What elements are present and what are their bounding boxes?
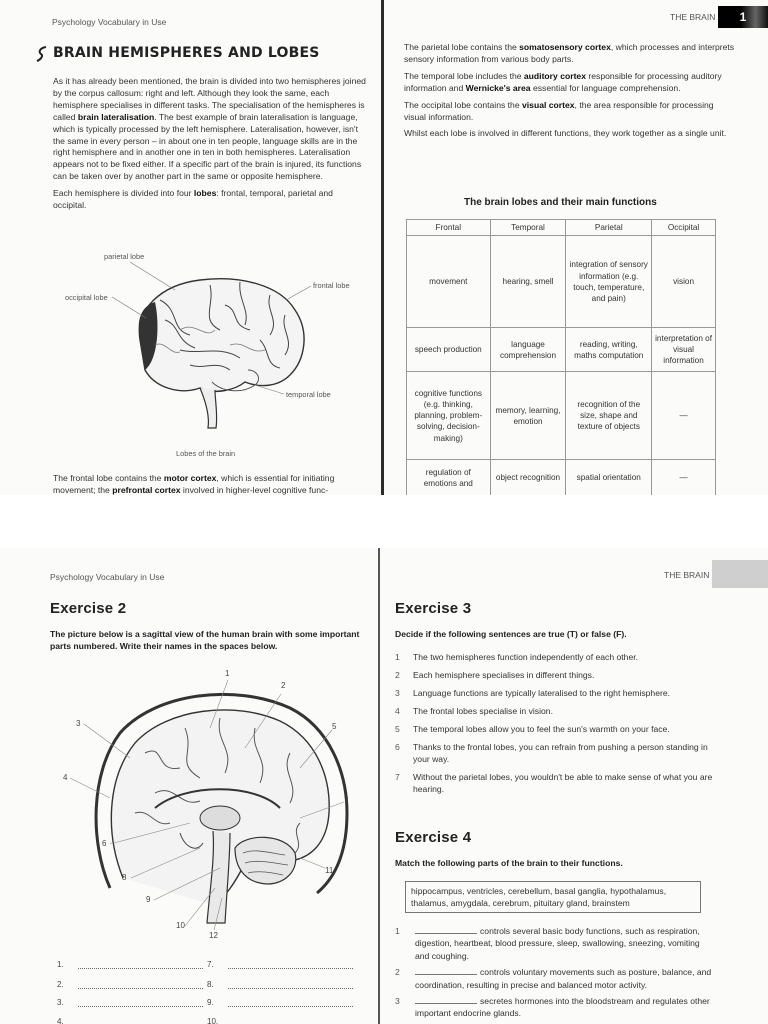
answer-field-1[interactable] — [57, 960, 203, 969]
list-item — [395, 705, 715, 717]
table-cell: cognitive functions (e.g. thinking, planning, problem-solving, decision-making) — [407, 372, 491, 460]
exercise-4-title: Exercise 4 — [395, 829, 472, 846]
bold-term: prefrontal cortex — [112, 484, 181, 495]
page-the-brain — [384, 0, 768, 495]
answer-field-10[interactable] — [207, 1017, 357, 1024]
frontal-lobe-text — [53, 473, 366, 495]
list-item — [395, 741, 715, 765]
list-item — [395, 687, 715, 699]
table-cell: integration of sensory information (e.g. touch, temperature, and pain) — [566, 236, 652, 328]
answer-number: 2. — [57, 980, 64, 989]
answer-field-4[interactable] — [57, 1017, 203, 1024]
list-item — [395, 723, 715, 735]
list-item — [395, 771, 715, 795]
page-header: Psychology Vocabulary in Use — [52, 17, 167, 27]
list-item — [395, 651, 715, 663]
answer-field-3[interactable] — [57, 998, 203, 1007]
answer-number: 4. — [57, 1017, 64, 1024]
diagram-number: 6 — [102, 839, 107, 848]
exercise-2-instruction: The picture below is a sagittal view of the human brain with some important parts numbered. Write their names in the spaces below. — [50, 629, 360, 651]
item-number: 4 — [395, 706, 400, 716]
header-frontal: Frontal — [407, 220, 491, 236]
item-text: Language functions are typically lateralised to the right hemisphere. — [413, 688, 671, 698]
answer-field-2[interactable] — [57, 980, 203, 989]
item-number: 1 — [395, 926, 400, 936]
bold-term: lobes — [193, 188, 217, 199]
diagram-number: 12 — [209, 931, 218, 940]
diagram-number: 9 — [146, 895, 151, 904]
table-cell: hearing, smell — [490, 236, 566, 328]
list-item — [395, 925, 715, 962]
item-text: Without the parietal lobes, you wouldn't be able to make sense of what you are hearing. — [413, 772, 713, 794]
item-text: Thanks to the frontal lobes, you can refrain from pushing a person standing in your way. — [413, 742, 708, 764]
item-text: The two hemispheres function independently of each other. — [413, 652, 639, 662]
chapter-tab: 1 — [718, 6, 768, 28]
bold-term: somatosensory cortex — [519, 42, 611, 52]
exercise-4-list — [395, 925, 715, 1024]
lobes-table — [406, 219, 716, 495]
bold-term: auditory cortex — [523, 70, 586, 81]
page-exercise-2 — [0, 548, 378, 1024]
table-header-row — [407, 220, 716, 236]
answer-blank[interactable] — [415, 974, 477, 975]
item-number: 3 — [395, 688, 400, 698]
diagram-number: 4 — [63, 773, 68, 782]
label-frontal-lobe: frontal lobe — [313, 281, 350, 290]
answer-blank[interactable] — [415, 1003, 477, 1004]
occipital-paragraph: The occipital lobe contains the visual cortex, the area responsible for processing visual information. — [404, 99, 714, 122]
diagram-number: 10 — [176, 921, 185, 930]
word-box: hippocampus, ventricles, cerebellum, basal ganglia, hypothalamus, thalamus, amygdala, cerebrum, pituitary gland, brainstem — [405, 881, 701, 913]
header-parietal: Parietal — [566, 220, 652, 236]
table-cell: vision — [652, 236, 716, 328]
table-cell: language comprehension — [490, 328, 566, 372]
label-temporal-lobe: temporal lobe — [286, 390, 331, 399]
page-header: Psychology Vocabulary in Use — [50, 572, 165, 582]
top-spread — [0, 0, 768, 495]
item-text: controls voluntary movements such as posture, balance, and coordination, resulting in precise and balanced motor activity. — [415, 967, 712, 990]
answer-field-8[interactable] — [207, 980, 353, 989]
exercise-4-instruction: Match the following parts of the brain to their functions. — [395, 858, 623, 868]
answer-number: 7. — [207, 960, 214, 969]
diagram-number: 8 — [122, 873, 127, 882]
table-cell: reading, writing, maths computation — [566, 328, 652, 372]
bottom-spread — [0, 548, 768, 1024]
exercise-2-leader-lines — [0, 548, 378, 1024]
table-cell: — — [652, 460, 716, 495]
exercise-3-instruction: Decide if the following sentences are true (T) or false (F). — [395, 629, 627, 639]
table-cell: object recognition — [490, 460, 566, 495]
exercise-2-title: Exercise 2 — [50, 600, 127, 617]
table-row — [407, 372, 716, 460]
item-text: The frontal lobes specialise in vision. — [413, 706, 553, 716]
lateralisation-paragraph: As it has already been mentioned, the brain is divided into two hemispheres joined by the corpus callosum: right and left. Although they look the same, each hemisphere specialises in different tasks. The specialisation of the hemispheres is called brain lateralisation. The best example of brain lateralisation is language, which is typically processed by the left hemisphere. Lateralisation, however, isn't the same in every person – in about one in ten people, language skills are in the right hemisphere and in another one in ten in both hemispheres. Lateralisation appears not to be fixed either. If a specific part of the brain is injured, its functions can be taken over by another part in the same or opposite hemisphere. — [53, 76, 366, 182]
temporal-paragraph: The temporal lobe includes the auditory cortex responsible for processing auditory information and Wernicke's area essential for language comprehension. — [404, 70, 722, 93]
exercise-3-title: Exercise 3 — [395, 600, 472, 617]
item-text: Each hemisphere specialises in different things. — [413, 670, 595, 680]
diagram-number: 5 — [332, 722, 337, 731]
figure-caption: Lobes of the brain — [176, 449, 236, 458]
list-item — [395, 995, 715, 1020]
answer-blank[interactable] — [415, 933, 477, 934]
lobes-paragraph: Each hemisphere is divided into four lobes: frontal, temporal, parietal and occipital. — [53, 188, 333, 211]
diagram-number: 11 — [325, 866, 334, 875]
label-parietal-lobe: parietal lobe — [104, 252, 145, 261]
table-cell: speech production — [407, 328, 491, 372]
table-cell: regulation of emotions and — [407, 460, 491, 495]
answer-number: 10. — [207, 1017, 219, 1024]
bold-term: visual cortex — [522, 99, 575, 110]
section-title: BRAIN HEMISPHERES AND LOBES — [53, 45, 320, 61]
table-cell: recognition of the size, shape and texture of objects — [566, 372, 652, 460]
item-number: 6 — [395, 742, 400, 752]
item-number: 7 — [395, 772, 400, 782]
item-number: 3 — [395, 996, 400, 1007]
item-number: 2 — [395, 670, 400, 680]
diagram-number: 2 — [281, 681, 286, 690]
table-cell: movement — [407, 236, 491, 328]
header-occipital: Occipital — [652, 220, 716, 236]
item-number: 5 — [395, 724, 400, 734]
item-text: controls several basic body functions, such as respiration, digestion, heartbeat, blood pressure, sleep, swallowing, sneezing, vomiting and coughing. — [415, 926, 700, 961]
answer-number: 3. — [57, 998, 64, 1007]
item-number: 1 — [395, 652, 400, 662]
bold-term: Wernicke's area — [465, 82, 531, 93]
list-item — [395, 966, 715, 991]
page-exercises-3-4 — [380, 548, 768, 1024]
table-row — [407, 236, 716, 328]
lobes-description — [404, 42, 736, 145]
page-header: THE BRAIN — [664, 570, 710, 580]
list-item — [395, 669, 715, 681]
item-text: secretes hormones into the bloodstream and regulates other important endocrine glands. — [415, 996, 710, 1019]
item-text: The temporal lobes allow you to feel the sun's warmth on your face. — [413, 724, 670, 734]
page-header: THE BRAIN — [670, 12, 716, 22]
table-cell: spatial orientation — [566, 460, 652, 495]
label-occipital-lobe: occipital lobe — [65, 293, 108, 302]
exercise-3-list — [395, 651, 715, 801]
together-paragraph: Whilst each lobe is involved in different functions, they work together as a single unit. — [404, 128, 727, 139]
page-brain-hemispheres — [0, 0, 381, 495]
table-cell: — — [652, 372, 716, 460]
answer-number: 9. — [207, 998, 214, 1007]
parietal-paragraph: The parietal lobe contains the somatosensory cortex, which processes and interprets sensory information from various body parts. — [404, 42, 735, 64]
table-row — [407, 328, 716, 372]
answer-number: 1. — [57, 960, 64, 969]
chapter-tab — [712, 560, 768, 588]
bold-term: motor cortex — [163, 473, 217, 483]
table-cell: interpretation of visual information — [652, 328, 716, 372]
table-cell: memory, learning, emotion — [490, 372, 566, 460]
frontal-lobe-paragraph: The frontal lobe contains the motor cortex, which is essential for initiating movement; the prefrontal cortex involved in higher-level cognitive func- — [53, 473, 335, 495]
item-number: 2 — [395, 967, 400, 978]
header-temporal: Temporal — [490, 220, 566, 236]
table-row — [407, 460, 716, 495]
bold-term: brain lateralisation — [77, 111, 155, 122]
table-caption: The brain lobes and their main functions — [464, 197, 657, 208]
answer-number: 8. — [207, 980, 214, 989]
diagram-number: 7 — [344, 796, 349, 805]
diagram-number: 1 — [225, 669, 230, 678]
diagram-number: 3 — [76, 719, 81, 728]
answer-field-9[interactable] — [207, 998, 353, 1007]
answer-field-7[interactable] — [207, 960, 353, 969]
figure-leader-lines — [0, 0, 381, 495]
